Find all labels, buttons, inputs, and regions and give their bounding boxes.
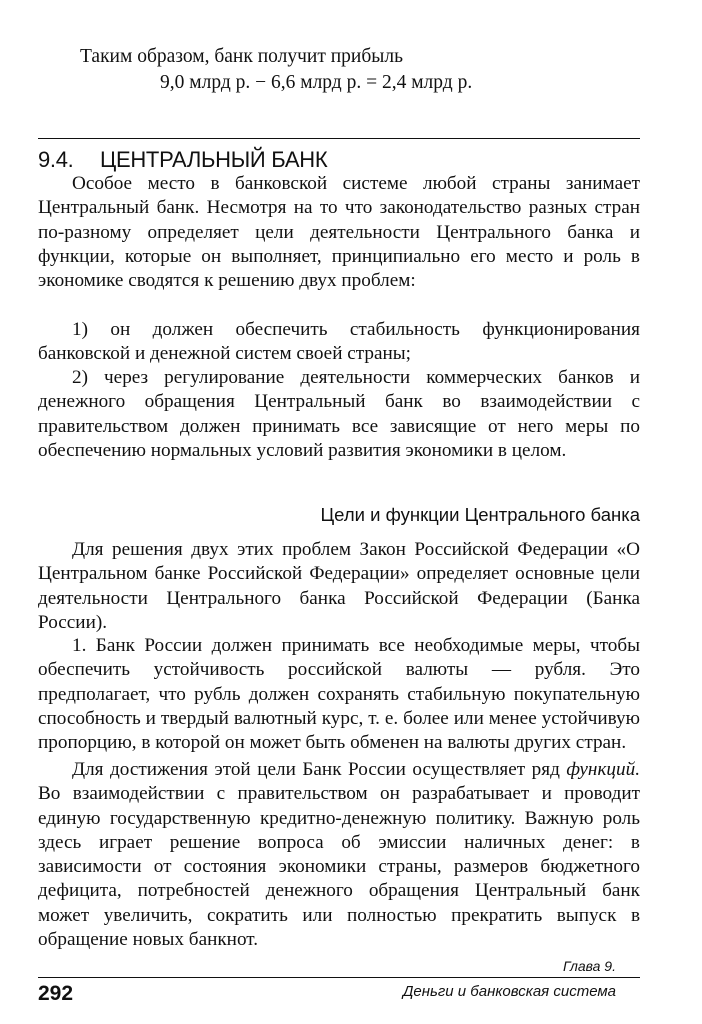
subheading: Цели и функции Центрального банка bbox=[320, 504, 640, 525]
functions-emphasis: функций. bbox=[566, 759, 640, 780]
paragraph-problem-2: 2) через регулирование деятельности коммерческих банков и денежного обращения Центральный банк во взаимодействии с правительством должен принимать все зависящие от него меры по обеспечению нормальных условий развития экономики в целом. bbox=[38, 367, 640, 461]
running-title: Деньги и банковская система bbox=[402, 983, 616, 1000]
paragraph-intro: Особое место в банковской системе любой страны занимает Центральный банк. Несмотря на то что законодательство разных стран по-разному определяет цели деятельности Центрального банка и функции, которые он выполняет, принципиально его место и роль в экономике сводятся к решению двух проблем: bbox=[38, 173, 640, 292]
functions-text-end: Во взаимодействии с правительством он разрабатывает и проводит единую государственную кредитно-денежную политику. Важную роль здесь играет решение вопроса об эмиссии наличных денег: в зависимости от состояния экономики страны, размеров бюджетного дефицита, потребностей денежного обращения Центральный банк может увеличить, сократить или полностью прекратить выпуск в обращение новых банкнот. bbox=[38, 783, 640, 951]
section-divider bbox=[38, 138, 640, 139]
profit-formula: 9,0 млрд р. − 6,6 млрд р. = 2,4 млрд р. bbox=[160, 72, 473, 93]
paragraph-functions bbox=[38, 758, 640, 952]
intro-text: Таким образом, банк получит прибыль bbox=[80, 46, 404, 67]
paragraph-problem-1: 1) он должен обеспечить стабильность функционирования банковской и денежной систем своей страны; bbox=[38, 319, 640, 365]
paragraph-goal-1: 1. Банк России должен принимать все необходимые меры, чтобы обеспечить устойчивость российской валюты — рубля. Это предполагает, что рубль должен сохранять стабильную покупательную способность и твердый валютный курс, т. е. более или менее устойчивую пропорцию, в которой он может быть обменен на валюты других стран. bbox=[38, 635, 640, 754]
section-heading bbox=[38, 147, 327, 173]
paragraph-goals: Для решения двух этих проблем Закон Российской Федерации «О Центральном банке Российской Федерации» определяет основные цели деятельности Центрального банка Российской Федерации (Банка России). bbox=[38, 539, 640, 633]
section-number: 9.4. bbox=[38, 147, 74, 172]
footer-divider bbox=[38, 977, 640, 978]
page-number: 292 bbox=[38, 982, 74, 1005]
running-chapter: Глава 9. bbox=[562, 958, 616, 974]
section-title: ЦЕНТРАЛЬНЫЙ БАНК bbox=[100, 147, 328, 172]
functions-text-start: Для достижения этой цели Банк России осуществляет ряд bbox=[72, 759, 567, 780]
